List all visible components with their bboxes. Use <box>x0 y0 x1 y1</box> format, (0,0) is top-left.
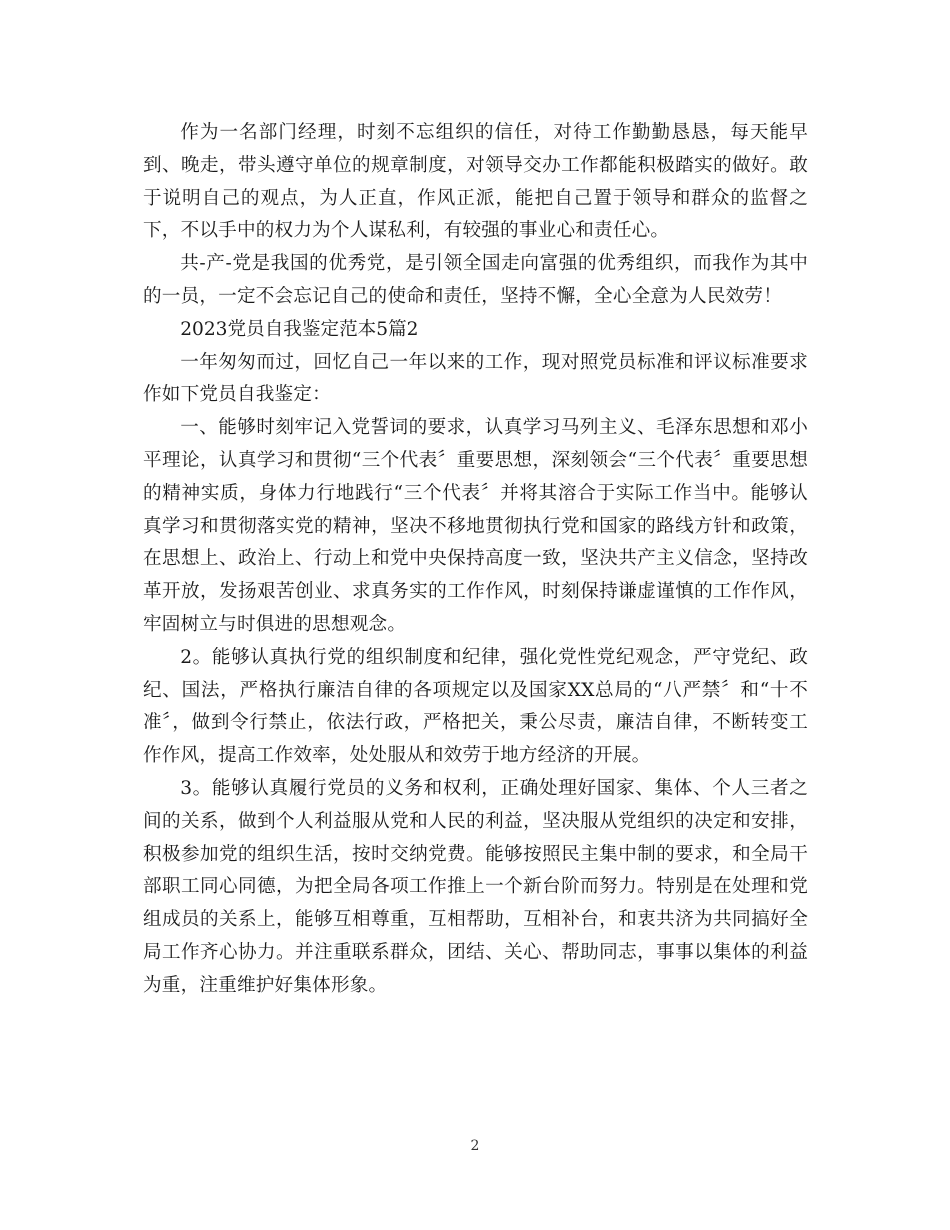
paragraph-manager-duty: 作为一名部门经理，时刻不忘组织的信任，对待工作勤勤恳恳，每天能早到、晚走，带头遵守单位的规章制度，对领导交办工作都能积极踏实的做好。敢于说明自己的观点，为人正直，作风正派，能把自己置于领导和群众的监督之下，不以手中的权力为个人谋私利，有较强的事业心和责任心。 <box>143 122 808 242</box>
paragraph-item-1: 一、能够时刻牢记入党誓词的要求，认真学习马列主义、毛泽东思想和邓小平理论，认真学习和贯彻“三个代表〞重要思想，深刻领会“三个代表〞重要思想的精神实质，身体力行地践行“三个代表〞并将其溶合于实际工作当中。能够认真学习和贯彻落实党的精神，坚决不移地贯彻执行党和国家的路线方针和政策，在思想上、政治上、行动上和党中央保持高度一致，坚決共产主义信念，坚持改革开放，发扬艰苦创业、求真务实的工作作风，时刻保持谦虚谨慎的工作作风，牢固树立与时俱进的思想观念。 <box>143 417 808 635</box>
paragraph-item-2: 2。能够认真执行党的组织制度和纪律，强化党性党纪观念，严守党纪、政纪、国法，严格执行廉洁自律的各项规定以及国家XX总局的“八严禁〞和“十不准〞，做到令行禁止，依法行政，严格把关，秉公尽责，廉洁自律，不断转变工作作风，提高工作效率，处处服从和效劳于地方经济的开展。 <box>143 646 808 767</box>
paragraph-party-mission: 共-产-党是我国的优秀党，是引领全国走向富强的优秀组织，而我作为其中的一员，一定不会忘记自己的使命和责任，坚持不懈，全心全意为人民效劳！ <box>143 253 808 307</box>
page-number: 2 <box>470 1138 480 1154</box>
document-body <box>143 117 808 1003</box>
section-heading: 2023党员自我鉴定范本5篇2 <box>180 318 419 340</box>
paragraph-item-3: 3。能够认真履行党员的义务和权利，正确处理好国家、集体、个人三者之间的关系，做到个人利益服从党和人民的利益，坚决服从党组织的决定和安排，积极参加党的组织生活，按时交纳党费。能够按照民主集中制的要求，和全局干部职工同心同德，为把全局各项工作推上一个新台阶而努力。特别是在处理和党组成员的关系上，能够互相尊重，互相帮助，互相补台，和衷共济为共同搞好全局工作齐心协力。并注重联系群众，团结、关心、帮助同志，事事以集体的利益为重，注重维护好集体形象。 <box>143 777 808 996</box>
paragraph-intro: 一年匆匆而过，回忆自己一年以来的工作，现对照党员标准和评议标准要求作如下党员自我鉴定： <box>143 351 808 406</box>
